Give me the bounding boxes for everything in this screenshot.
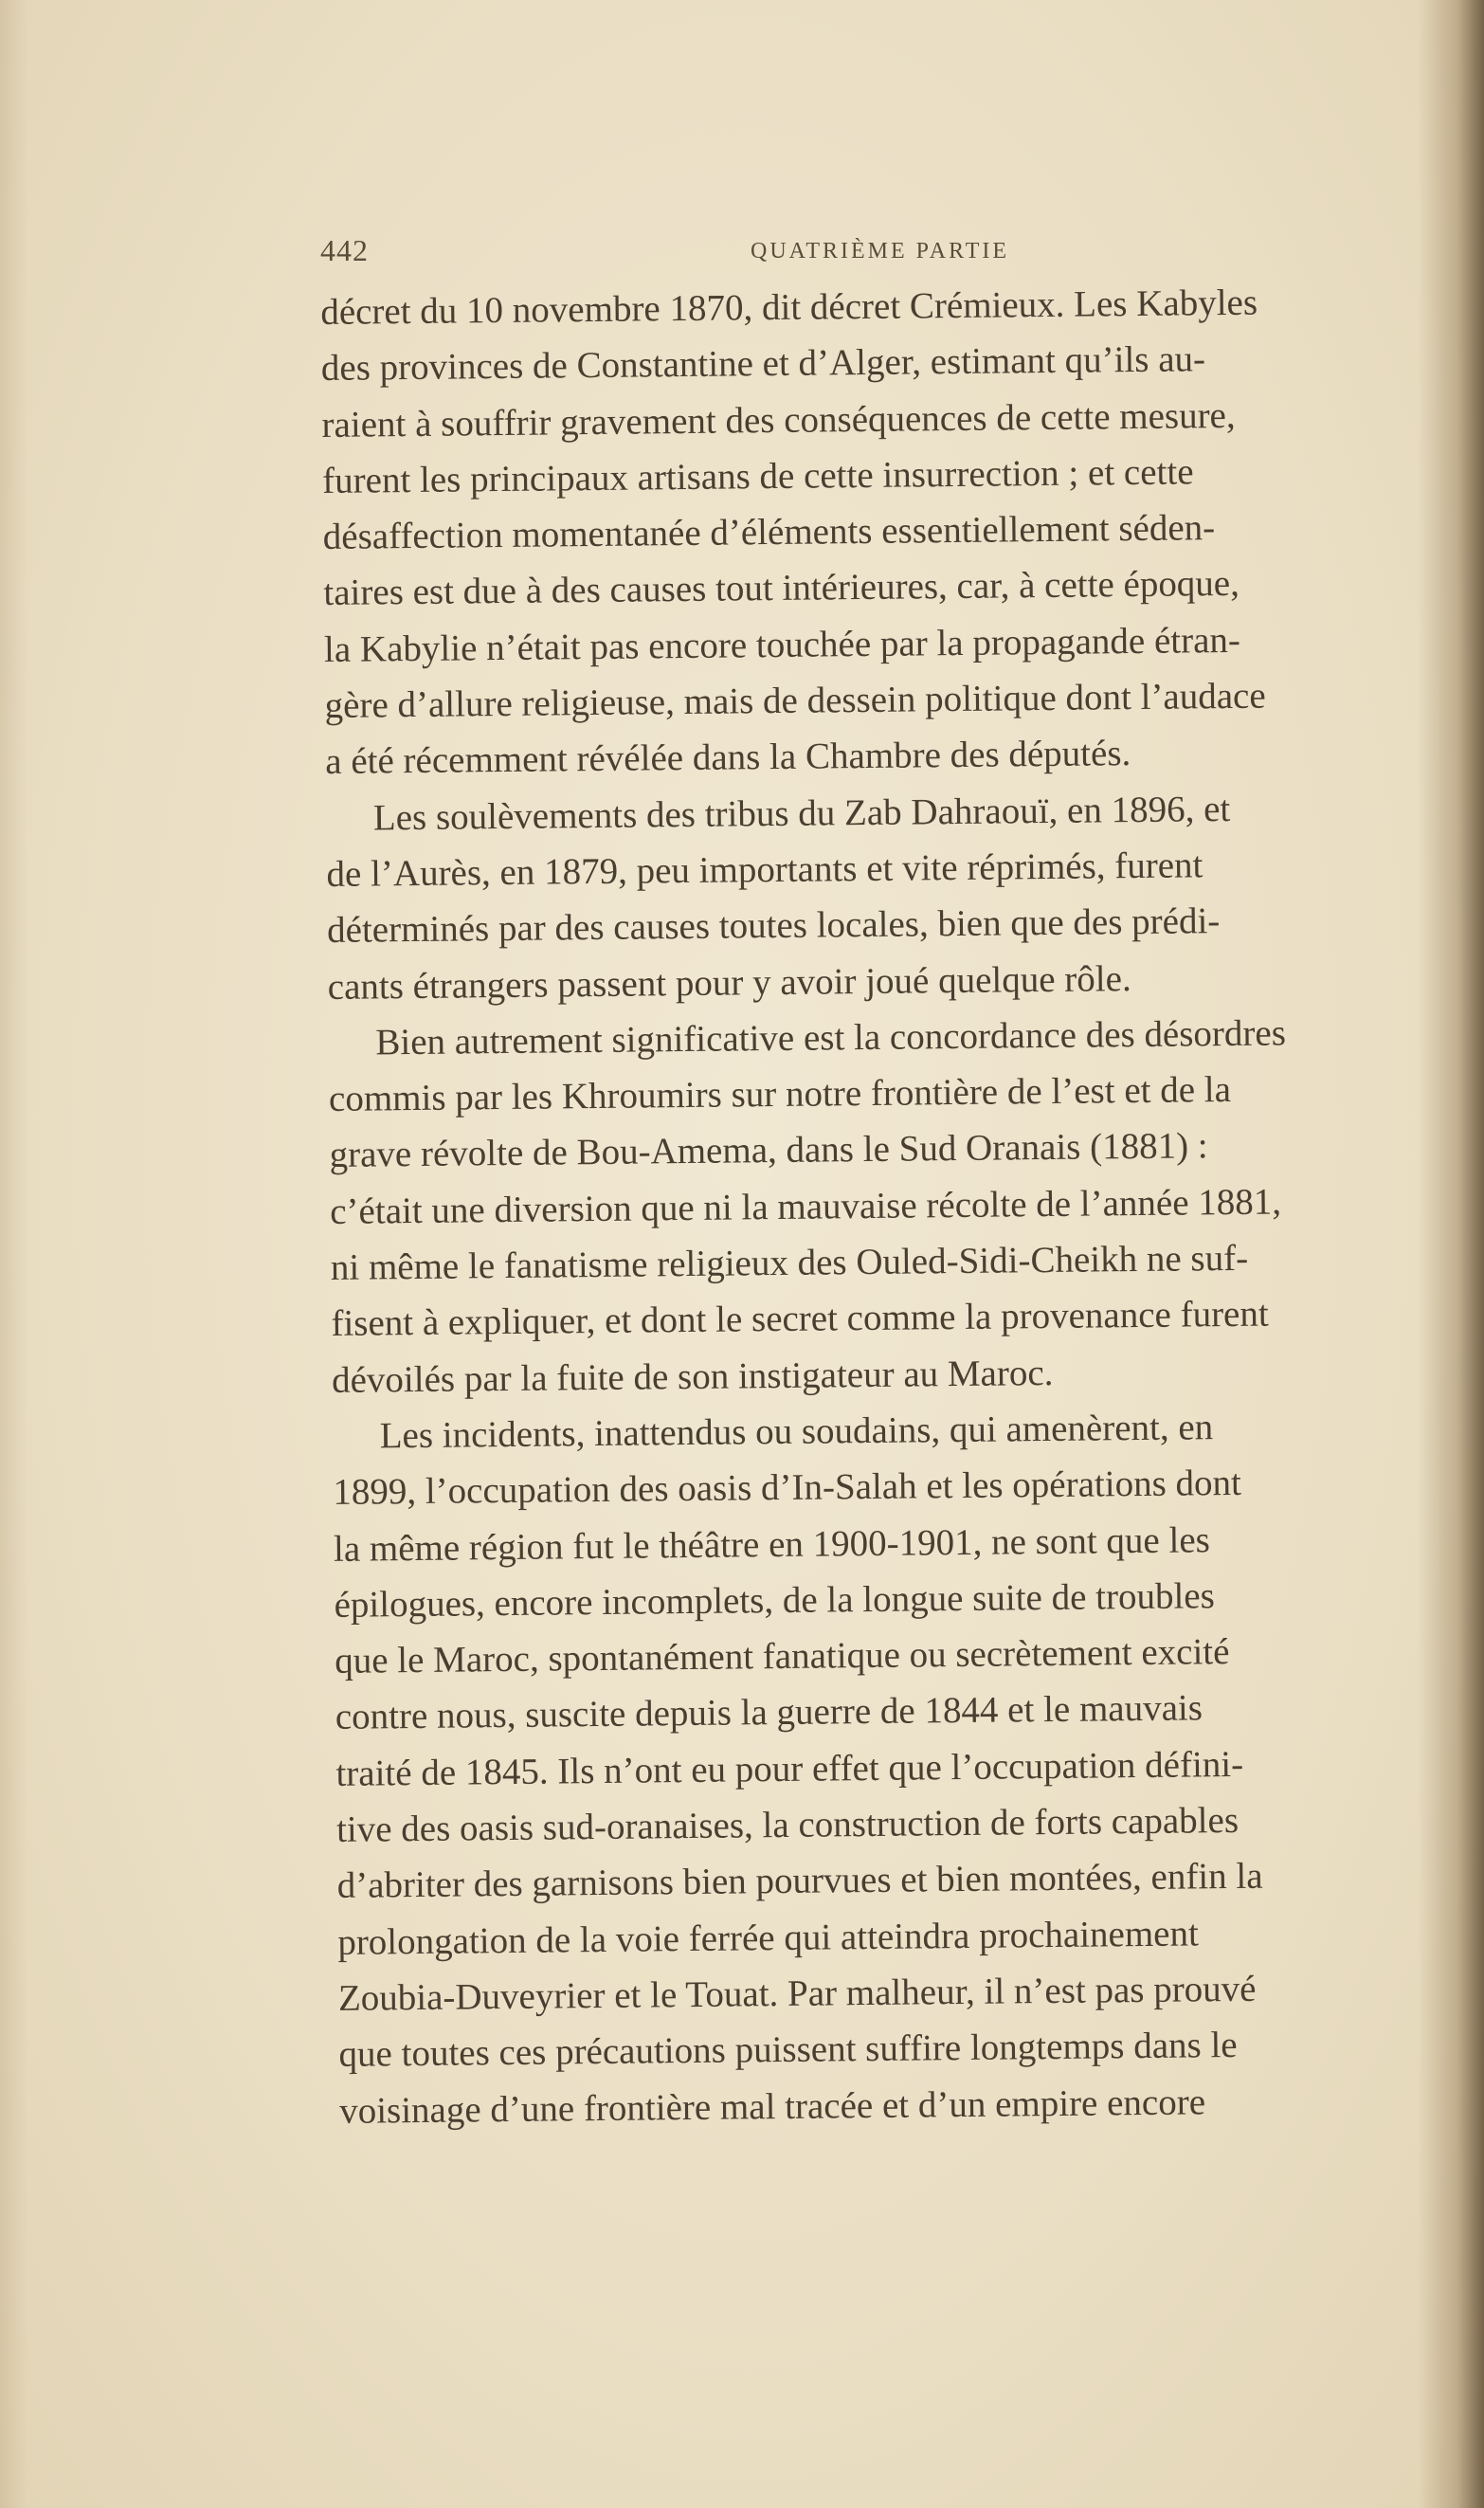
text-line: traité de 1845. Ils n’ont eu pour effet que l’occupation défini- bbox=[335, 1743, 1244, 1794]
paragraph-start-line: Les incidents, inattendus ou soudains, qui amenèrent, en bbox=[379, 1407, 1214, 1457]
paragraph-start-line: Les soulèvements des tribus du Zab Dahraouï, en 1896, et bbox=[372, 788, 1231, 839]
text-line: de l’Aurès, en 1879, peu importants et vite réprimés, furent bbox=[326, 845, 1203, 895]
text-line: 1899, l’occupation des oasis d’In-Salah et les opérations dont bbox=[333, 1463, 1242, 1514]
paragraph-start-line: Bien autrement significative est la concordance des désordres bbox=[375, 1012, 1287, 1063]
text-line: que toutes ces précautions puissent suffire longtemps dans le bbox=[338, 2025, 1238, 2076]
text-line: commis par les Khroumirs sur notre frontière de l’est et de la bbox=[328, 1069, 1232, 1120]
text-line: c’était une diversion que ni la mauvaise récolte de l’année 1881, bbox=[330, 1181, 1282, 1232]
text-line: gère d’allure religieuse, mais de dessein politique dont l’audace bbox=[324, 675, 1266, 727]
text-line: Zoubia-Duveyrier et le Touat. Par malheur, il n’est pas prouvé bbox=[337, 1968, 1257, 2019]
text-line: tive des oasis sud-oranaises, la construction de forts capables bbox=[335, 1799, 1240, 1850]
text-line: la même région fut le théâtre en 1900-1901, ne sont que les bbox=[333, 1518, 1211, 1570]
text-line: désaffection momentanée d’éléments essentiellement séden- bbox=[322, 507, 1216, 558]
text-line: ni même le fanatisme religieux des Ouled-Sidi-Cheikh ne suf- bbox=[330, 1237, 1249, 1288]
text-line: fisent à expliquer, et dont le secret comme la provenance furent bbox=[331, 1293, 1269, 1345]
text-line: voisinage d’une frontière mal tracée et d’un empire encore bbox=[338, 2081, 1206, 2132]
running-head: QUATRIÈME PARTIE bbox=[751, 239, 1010, 264]
page-header bbox=[320, 233, 1420, 271]
text-line: des provinces de Constantine et d’Alger, estimant qu’ils au- bbox=[320, 338, 1206, 390]
text-line: contre nous, suscite depuis la guerre de 1844 et le mauvais bbox=[335, 1687, 1203, 1738]
text-line: furent les principaux artisans de cette insurrection ; et cette bbox=[321, 451, 1194, 501]
text-line: grave révolte de Bou-Amema, dans le Sud Oranais (1881) : bbox=[329, 1125, 1208, 1176]
page-left-edge bbox=[0, 0, 28, 2508]
text-line: d’abriter des garnisons bien pourvues et bien montées, enfin la bbox=[336, 1855, 1263, 1907]
text-line: a été récemment révélée dans la Chambre des députés. bbox=[325, 733, 1131, 783]
text-line: décret du 10 novembre 1870, dit décret Crémieux. Les Kabyles bbox=[320, 282, 1258, 333]
text-line: taires est due à des causes tout intérieures, car, à cette époque, bbox=[323, 563, 1240, 614]
text-line: cants étrangers passent pour y avoir joué quelque rôle. bbox=[327, 957, 1131, 1008]
text-line: la Kabylie n’était pas encore touchée par la propagande étran- bbox=[323, 619, 1241, 670]
text-line: dévoilés par la fuite de son instigateur au Maroc. bbox=[331, 1352, 1054, 1401]
text-line: que le Maroc, spontanément fanatique ou secrètement excité bbox=[334, 1631, 1230, 1682]
text-line: raient à souffrir gravement des conséquences de cette mesure, bbox=[321, 394, 1236, 445]
text-line: épilogues, encore incomplets, de la longue suite de troubles bbox=[334, 1575, 1216, 1626]
body-text bbox=[320, 273, 1457, 2139]
text-line: prolongation de la voie ferrée qui atteindra prochainement bbox=[337, 1913, 1200, 1963]
page-number: 442 bbox=[320, 233, 369, 267]
text-line: déterminés par des causes toutes locales, bien que des prédi- bbox=[326, 900, 1221, 952]
